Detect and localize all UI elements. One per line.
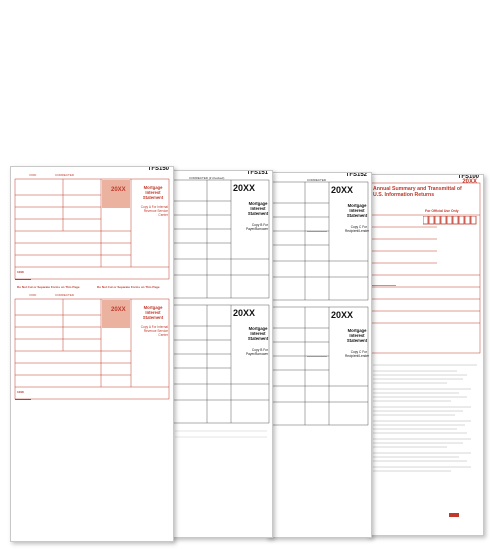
form-title: Mortgage Interest Statement: [247, 201, 269, 216]
form-title: Annual Summary and Transmittal of U.S. Information Returns: [373, 186, 462, 198]
form-code: TFS152: [345, 172, 367, 178]
do-not-cut-warning: Do Not Cut or Separate Forms on This Page: [17, 285, 80, 289]
form-number-label: 1096: [465, 511, 472, 515]
copy-label: Copy C For Recipient/Lender: [345, 225, 370, 233]
form-sheet-copy-b: [168, 170, 273, 538]
copy-label: Copy A For Internal Revenue Service Center: [140, 205, 168, 217]
form-title: Mortgage Interest Statement: [247, 326, 269, 341]
form-copy-a-grid: [11, 167, 173, 541]
form-sheet-copy-a: [10, 166, 174, 542]
copy-label: Copy C For Recipient/Lender: [345, 350, 370, 358]
official-use-label: For Official Use Only: [425, 209, 459, 213]
form-code: TFS150: [147, 166, 169, 172]
form-sheet-copy-c: [266, 172, 372, 538]
form-code: TFS151: [246, 170, 268, 176]
form-title: Mortgage Interest Statement: [346, 203, 368, 218]
void-label: VOID: [29, 293, 37, 297]
form-sheet-1096: [366, 174, 484, 536]
corrected-label: CORRECTED: [307, 178, 327, 182]
tax-year: 20XX: [331, 310, 354, 320]
copy-label: Copy B For Payer/Borrower: [246, 223, 269, 231]
tax-year: 20XX: [233, 308, 256, 318]
form-title: Mortgage Interest Statement: [346, 328, 368, 343]
tax-year: 20XX: [111, 307, 126, 313]
copy-label: Copy B For Payer/Borrower: [246, 348, 269, 356]
corrected-label: CORRECTED (if checked): [189, 176, 225, 180]
corrected-label: CORRECTED: [55, 173, 75, 177]
form-title: Mortgage Interest Statement: [142, 305, 164, 320]
form-number-label: 1098: [17, 270, 24, 274]
do-not-cut-warning: Do Not Cut or Separate Forms on This Page: [97, 285, 160, 289]
corrected-label: CORRECTED: [55, 293, 75, 297]
tax-year: 20XX: [233, 183, 256, 193]
form-title: Mortgage Interest Statement: [142, 185, 164, 200]
void-label: VOID: [29, 173, 37, 177]
tax-year: 20XX: [111, 187, 126, 193]
tax-year: 20XX: [462, 179, 477, 185]
form-code: TFS100: [457, 174, 479, 180]
copy-label: Copy A For Internal Revenue Service Center: [140, 325, 168, 337]
tax-year: 20XX: [331, 185, 354, 195]
form-number-label: 1098: [17, 390, 24, 394]
official-use-boxes: [423, 213, 479, 231]
